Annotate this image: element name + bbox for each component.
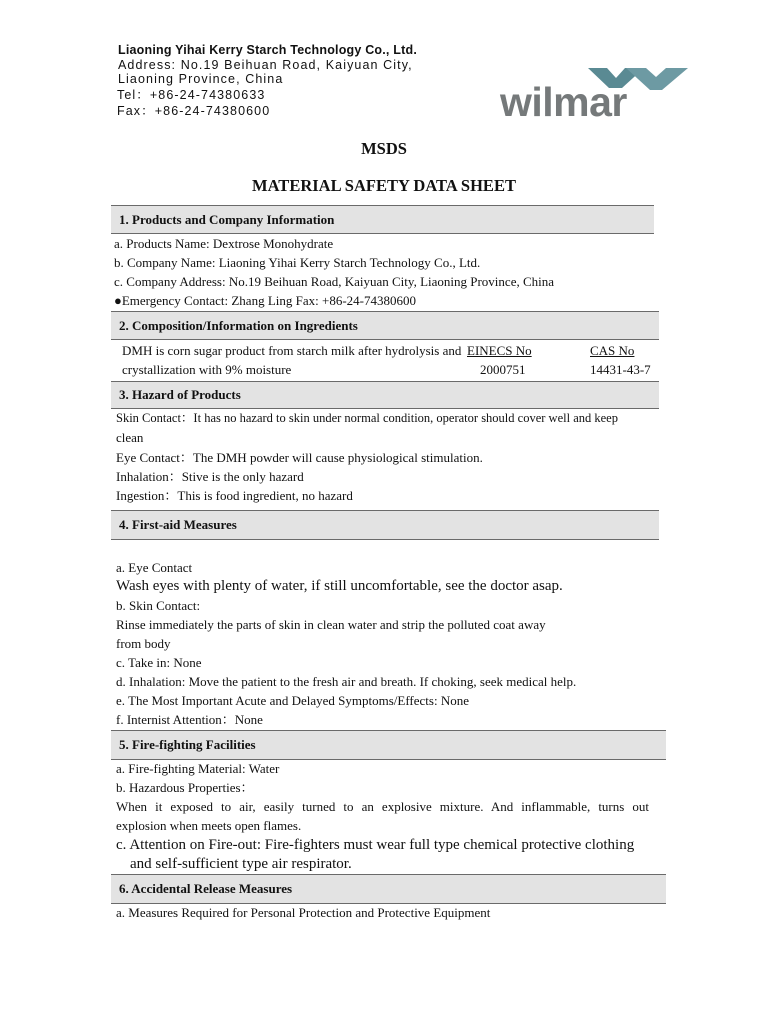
section-heading-5 [111,730,666,760]
wilmar-logo-text: wilmar [500,79,627,125]
first-aid-skin-text-2: from body [116,636,171,651]
first-aid-skin-text-1: Rinse immediately the parts of skin in clean water and strip the polluted coat away [116,617,546,632]
first-aid-eye-label: a. Eye Contact [116,560,193,575]
emergency-contact: ●Emergency Contact: Zhang Ling Fax: +86-24-74380600 [114,293,416,308]
hazard-skin-contact-2: clean [116,430,144,445]
first-aid-symptoms: e. The Most Important Acute and Delayed Symptoms/Effects: None [116,693,469,708]
company-name: Liaoning Yihai Kerry Starch Technology Co., Ltd. [118,43,417,57]
address-line-2: Liaoning Province, China [118,72,284,86]
section-heading-5-text: 5. Fire-fighting Facilities [119,737,256,752]
section-heading-1-text: 1. Products and Company Information [119,211,335,227]
first-aid-take-in: c. Take in: None [116,655,202,670]
section-heading-3-text: 3. Hazard of Products [119,387,241,402]
section-heading-4-text: 4. First-aid Measures [119,517,237,532]
document-title: MATERIAL SAFETY DATA SHEET [252,176,516,195]
msds-title: MSDS [361,139,407,158]
hazardous-properties-text-1: When it exposed to air, easily turned to an explosive mixture. And inflammable, turns out [116,799,649,814]
hazard-ingestion: Ingestion：This is food ingredient, no hazard [116,488,353,503]
section-heading-1 [111,205,654,234]
first-aid-internist: f. Internist Attention：None [116,712,263,727]
einecs-value: 2000751 [480,362,526,377]
cas-value: 14431-43-7 [590,362,651,377]
section-heading-6-text: 6. Accidental Release Measures [119,881,293,896]
hazard-skin-contact-1: Skin Contact：It has no hazard to skin under normal condition, operator should cover well and keep [116,411,618,425]
release-measures: a. Measures Required for Personal Protection and Protective Equipment [116,905,491,920]
first-aid-eye-text: Wash eyes with plenty of water, if still uncomfortable, see the doctor asap. [116,578,563,594]
fire-out-attention-2: and self-sufficient type air respirator. [130,856,352,872]
cas-label: CAS No [590,343,635,358]
address-line-1: Address: No.19 Beihuan Road, Kaiyuan City, [118,58,413,72]
products-name: a. Products Name: Dextrose Monohydrate [114,236,334,251]
hazardous-properties-text-2: explosion when meets open flames. [116,818,302,833]
hazard-eye-contact: Eye Contact：The DMH powder will cause physiological stimulation. [116,450,483,465]
composition-description-1: DMH is corn sugar product from starch milk after hydrolysis and [122,343,462,358]
company-address-line: c. Company Address: No.19 Beihuan Road, Kaiyuan City, Liaoning Province, China [114,274,555,289]
section-heading-2-text: 2. Composition/Information on Ingredients [119,317,358,333]
section-heading-2 [111,311,659,340]
section-heading-4 [111,510,659,540]
first-aid-skin-label: b. Skin Contact: [116,598,201,613]
wilmar-logo [496,62,696,124]
fire-out-attention-1: c. Attention on Fire-out: Fire-fighters must wear full type chemical protective clothing [116,837,635,853]
fax: Fax：+86-24-74380600 [117,104,271,118]
fire-fighting-material: a. Fire-fighting Material: Water [116,761,280,776]
composition-description-2: crystallization with 9% moisture [122,362,292,377]
telephone: Tel：+86-24-74380633 [117,88,266,102]
hazardous-properties-label: b. Hazardous Properties： [116,780,254,795]
first-aid-inhalation: d. Inhalation: Move the patient to the fresh air and breath. If choking, seek medical help. [116,674,577,689]
hazard-inhalation: Inhalation：Stive is the only hazard [116,469,304,484]
company-name-line: b. Company Name: Liaoning Yihai Kerry Starch Technology Co., Ltd. [114,255,481,270]
section-heading-3 [111,381,659,409]
einecs-label: EINECS No [467,343,532,358]
section-heading-6 [111,874,666,904]
